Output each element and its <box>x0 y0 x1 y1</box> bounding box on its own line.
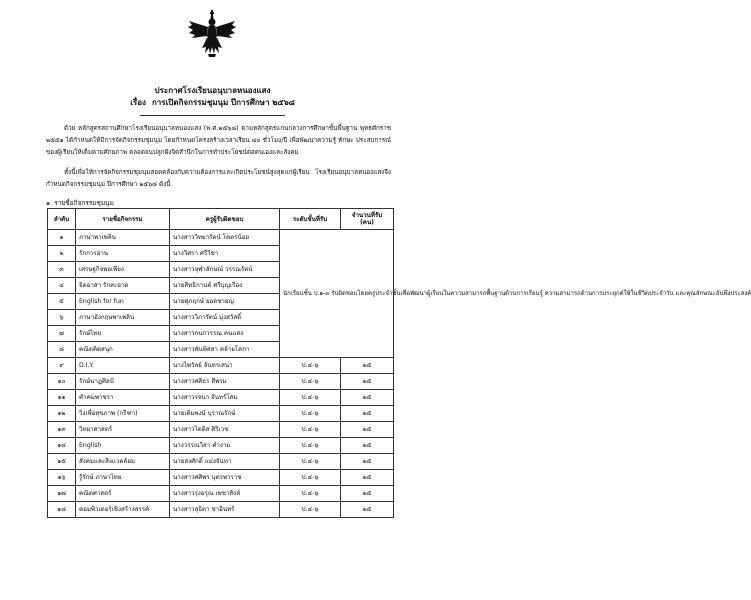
cell-teacher: นางสาวศศิพร บุตรพาราช <box>170 470 280 486</box>
cell-activity: วิทยาศาสตร์ <box>76 422 170 438</box>
cell-no: ๑๑ <box>48 390 76 406</box>
cell-teacher: นางสาวรจนา จันทร์โสม <box>170 390 280 406</box>
cell-teacher: นางสาวจุฬาลักษณ์ วรรณรัตน์ <box>170 262 280 278</box>
cell-count: ๒๕ <box>341 390 394 406</box>
header-teacher: ครูผู้รับผิดชอบ <box>170 209 280 230</box>
table-row <box>48 438 394 454</box>
cell-count: ๒๕ <box>341 358 394 374</box>
cell-count: ๒๕ <box>341 406 394 422</box>
document-subject <box>0 98 425 108</box>
table-row <box>48 422 394 438</box>
cell-no: ๖ <box>48 310 76 326</box>
cell-teacher: นายสงศักดิ์ แม่งจันทา <box>170 454 280 470</box>
cell-no: ๑๗ <box>48 486 76 502</box>
table-row <box>48 374 394 390</box>
table-row <box>48 230 394 246</box>
cell-activity: คณิตศาสตร์ <box>76 486 170 502</box>
table-row <box>48 406 394 422</box>
intro-paragraph: ด้วย หลักสูตรสถานศึกษาโรงเรียนอนุบาลหนองแสง (พ.ศ.๒๕๖๘) ตามหลักสูตรแกนกลางการศึกษาขั้นพื้นฐาน พุทธศักราช ๒๕๕๑ ได้กำหนดให้มีการจัดกิจกรรมชุมนุม โดยกำหนดโครงสร้างเวลาเรียน ๔๐ ชั่วโมง/ปี เพื่อพัฒนาความรู้ ทักษะ ประสบการณ์ของผู้เรียนให้เต็มตามศักยภาพ ตลอดจนปลูกฝังจิตสำนึกในการทำประโยชน์ต่อตนเองและสังคม <box>46 125 391 156</box>
cell-teacher: นางสาวสุธิดา ชาอินทร์ <box>170 502 280 518</box>
cell-teacher: นางสาววิทยารัตน์ โคตรน้อย <box>170 230 280 246</box>
cell-activity: คำคมพาชรา <box>76 390 170 406</box>
cell-level: ป.๔-๖ <box>280 502 341 518</box>
purpose-paragraph: ทั้งนี้เพื่อให้การจัดกิจกรรมชุมนุมสอดคล้องกับความต้องการและเกิดประโยชน์สูงสุดแก่ผู้เรียน โรงเรียนอนุบาลหนองแสงจึงกำหนดกิจกรรมชุมนุม ปีการศึกษา ๒๕๖๘ ดังนี้ <box>46 169 391 188</box>
table-row <box>48 358 394 374</box>
cell-activity: คอมพิวเตอร์เชิงสร้างสรรค์ <box>76 502 170 518</box>
cell-count: ๒๕ <box>341 502 394 518</box>
cell-count: ๒๕ <box>341 422 394 438</box>
header-no: ลำดับ <box>48 209 76 230</box>
title-divider <box>140 115 285 116</box>
cell-no: ๑ <box>48 230 76 246</box>
subject-text: การเปิดกิจกรรมชุมนุม ปีการศึกษา ๒๕๖๘ <box>151 98 295 107</box>
activity-table <box>47 208 751 518</box>
cell-level: ป.๔-๖ <box>280 422 341 438</box>
cell-activity: สังคมและสิ่งแวดล้อม <box>76 454 170 470</box>
cell-teacher: นางสาวรุ่งอรุณ เพชาสิงห์ <box>170 486 280 502</box>
cell-no: ๕ <box>48 294 76 310</box>
cell-activity: รักษ์นาฏศิลป์ <box>76 374 170 390</box>
document-title: ประกาศโรงเรียนอนุบาลหนองแสง <box>154 86 271 95</box>
cell-no: ๑๕ <box>48 454 76 470</box>
cell-activity: ภาษาอังกฤษพาเพลิน <box>76 310 170 326</box>
cell-activity: English <box>76 438 170 454</box>
table-row <box>48 454 394 470</box>
subject-label: เรื่อง <box>130 98 146 107</box>
cell-count: ๒๕ <box>341 438 394 454</box>
cell-activity: วิ่งเพื่อสุขภาพ (กรีฑา) <box>76 406 170 422</box>
cell-level: ป.๔-๖ <box>280 358 341 374</box>
cell-no: ๑๒ <box>48 406 76 422</box>
cell-activity: D.I.Y. <box>76 358 170 374</box>
cell-no: ๑๖ <box>48 470 76 486</box>
cell-no: ๑๐ <box>48 374 76 390</box>
table-row <box>48 486 394 502</box>
cell-activity: คณิตคิดสนุก <box>76 342 170 358</box>
cell-level: ป.๔-๖ <box>280 454 341 470</box>
cell-teacher: นางสาววิภารัตน์ มุ่งสวัสดิ์ <box>170 310 280 326</box>
cell-no: ๘ <box>48 342 76 358</box>
cell-activity: English for fun <box>76 294 170 310</box>
cell-activity: รู้รักษ์ ภาษาไทย <box>76 470 170 486</box>
header-count: จำนวนที่รับ (คน) <box>341 209 394 230</box>
cell-teacher: นายเติมพงษ์ บุราณรักษ์ <box>170 406 280 422</box>
cell-level: ป.๔-๖ <box>280 438 341 454</box>
table-header-row <box>48 209 394 230</box>
table-row <box>48 470 394 486</box>
cell-count: ๒๕ <box>341 454 394 470</box>
merged-note-cell: นักเรียนชั้น ป.๑-๓ รับผิดชอบโดยครูประจำชั้นเพื่อพัฒนาผู้เรียนในความสามารถพื้นฐานด้านการเรียนรู้ ความสามารถด้านการประยุกต์ใช้ในชีวิตประจำวัน และคุณลักษณะอันพึงประสงค์ <box>280 230 394 358</box>
garuda-emblem-icon <box>187 6 237 58</box>
cell-teacher: นางวรรณวิสา คำงาม <box>170 438 280 454</box>
cell-no: ๑๔ <box>48 438 76 454</box>
cell-teacher: นางวิศรา ศรีวิชา <box>170 246 280 262</box>
cell-level: ป.๔-๖ <box>280 390 341 406</box>
cell-level: ป.๔-๖ <box>280 406 341 422</box>
header-level: ระดับชั้นที่รับ <box>280 209 341 230</box>
cell-no: ๗ <box>48 326 76 342</box>
cell-no: ๔ <box>48 278 76 294</box>
cell-teacher: นางสาวพันพิสสา คล้ายโสภา <box>170 342 280 358</box>
cell-no: ๒ <box>48 246 76 262</box>
cell-count: ๒๕ <box>341 470 394 486</box>
cell-activity: รักษ์ไทย <box>76 326 170 342</box>
cell-count: ๒๕ <box>341 486 394 502</box>
cell-level: ป.๔-๖ <box>280 470 341 486</box>
cell-teacher: นางสาวไตติส ศิริเวช <box>170 422 280 438</box>
cell-activity: รักการอ่าน <box>76 246 170 262</box>
cell-activity: ภาษาพาเพลิน <box>76 230 170 246</box>
cell-activity: จิตอาสา รักสะอาด <box>76 278 170 294</box>
table-row <box>48 502 394 518</box>
cell-activity: เศรษฐกิจพอเพียง <box>76 262 170 278</box>
section-heading: ๑. รายชื่อกิจกรรมชุมนุม <box>46 199 114 207</box>
cell-teacher: นางสาวกนกวรรณ คนแสง <box>170 326 280 342</box>
cell-teacher: นางไพวัลย์ จันทรเสนา <box>170 358 280 374</box>
cell-count: ๒๕ <box>341 374 394 390</box>
cell-no: ๑๘ <box>48 502 76 518</box>
table-row <box>48 390 394 406</box>
cell-level: ป.๔-๖ <box>280 374 341 390</box>
cell-level: ป.๔-๖ <box>280 486 341 502</box>
cell-no: ๙ <box>48 358 76 374</box>
cell-no: ๓ <box>48 262 76 278</box>
cell-teacher: นายศุภฤกษ์ ยอดชายญ <box>170 294 280 310</box>
cell-no: ๑๓ <box>48 422 76 438</box>
cell-teacher: นางสาวศศิธร สีพรม <box>170 374 280 390</box>
header-activity: รายชื่อกิจกรรม <box>76 209 170 230</box>
cell-teacher: นายสิทธิกานต์ ศรีบุญเรือง <box>170 278 280 294</box>
